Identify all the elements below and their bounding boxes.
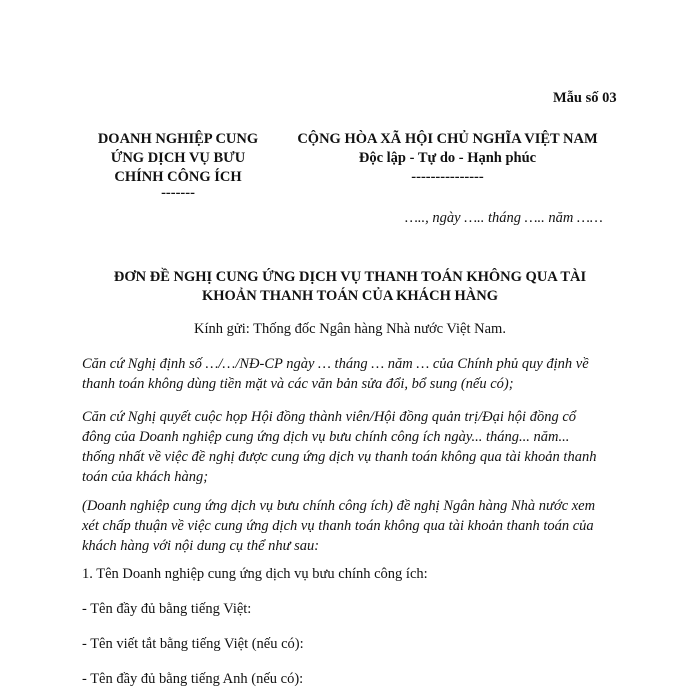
org-divider: ------- (161, 185, 195, 201)
field-full-name-vietnamese: - Tên đầy đủ bằng tiếng Việt: (82, 601, 252, 617)
national-motto: Độc lập - Tự do - Hạnh phúc (358, 150, 537, 166)
paragraph-line: thanh toán không dùng tiền mặt và các văn bản sửa đổi, bổ sung (nếu có); (82, 376, 514, 392)
legal-basis-resolution (82, 407, 642, 487)
field-full-name-english: - Tên đầy đủ bằng tiếng Anh (nếu có): (82, 671, 304, 687)
paragraph-line: khách hàng với nội dung cụ thể như sau: (82, 538, 320, 554)
national-divider: --------------- (411, 169, 484, 185)
form-number: Mẫu số 03 (553, 90, 617, 106)
paragraph-line: toán của khách hàng; (82, 469, 209, 485)
date-line: ….., ngày ….. tháng ….. năm …… (405, 210, 603, 226)
document-title (60, 268, 640, 306)
recipient-line: Kính gửi: Thống đốc Ngân hàng Nhà nước Việt Nam. (194, 321, 506, 337)
document-title-line-2: KHOẢN THANH TOÁN CỦA KHÁCH HÀNG (201, 288, 499, 304)
document-title-line-1: ĐƠN ĐỀ NGHỊ CUNG ỨNG DỊCH VỤ THANH TOÁN KHÔNG QUA TÀI (113, 269, 587, 285)
org-name-line-2: ỨNG DỊCH VỤ BƯU (110, 150, 246, 166)
paragraph-line: Căn cứ Nghị quyết cuộc họp Hội đồng thành viên/Hội đồng quản trị/Đại hội đồng cổ (82, 409, 577, 425)
legal-basis-decree (82, 354, 642, 394)
paragraph-line: xét chấp thuận về việc cung ứng dịch vụ thanh toán không qua tài khoản thanh toán của (82, 518, 594, 534)
section-1-heading: 1. Tên Doanh nghiệp cung ứng dịch vụ bưu chính công ích: (82, 566, 428, 582)
org-name-line-3: CHÍNH CÔNG ÍCH (114, 169, 242, 185)
field-short-name-vietnamese: - Tên viết tắt bằng tiếng Việt (nếu có): (82, 636, 304, 652)
organization-header (80, 130, 276, 199)
paragraph-line: (Doanh nghiệp cung ứng dịch vụ bưu chính công ích) đề nghị Ngân hàng Nhà nước xem (82, 498, 596, 514)
request-paragraph (82, 496, 642, 556)
nation-name: CỘNG HÒA XÃ HỘI CHỦ NGHĨA VIỆT NAM (297, 131, 598, 147)
paragraph-line: Căn cứ Nghị định số …/…/NĐ-CP ngày … tháng … năm … của Chính phủ quy định về (82, 356, 589, 372)
org-name-line-1: DOANH NGHIỆP CUNG (97, 131, 259, 147)
paragraph-line: thống nhất về việc đề nghị được cung ứng dịch vụ thanh toán không qua tài khoản thanh (82, 449, 597, 465)
national-header (280, 130, 615, 187)
paragraph-line: đông của Doanh nghiệp cung ứng dịch vụ bưu chính công ích ngày... tháng... năm... (82, 429, 570, 445)
